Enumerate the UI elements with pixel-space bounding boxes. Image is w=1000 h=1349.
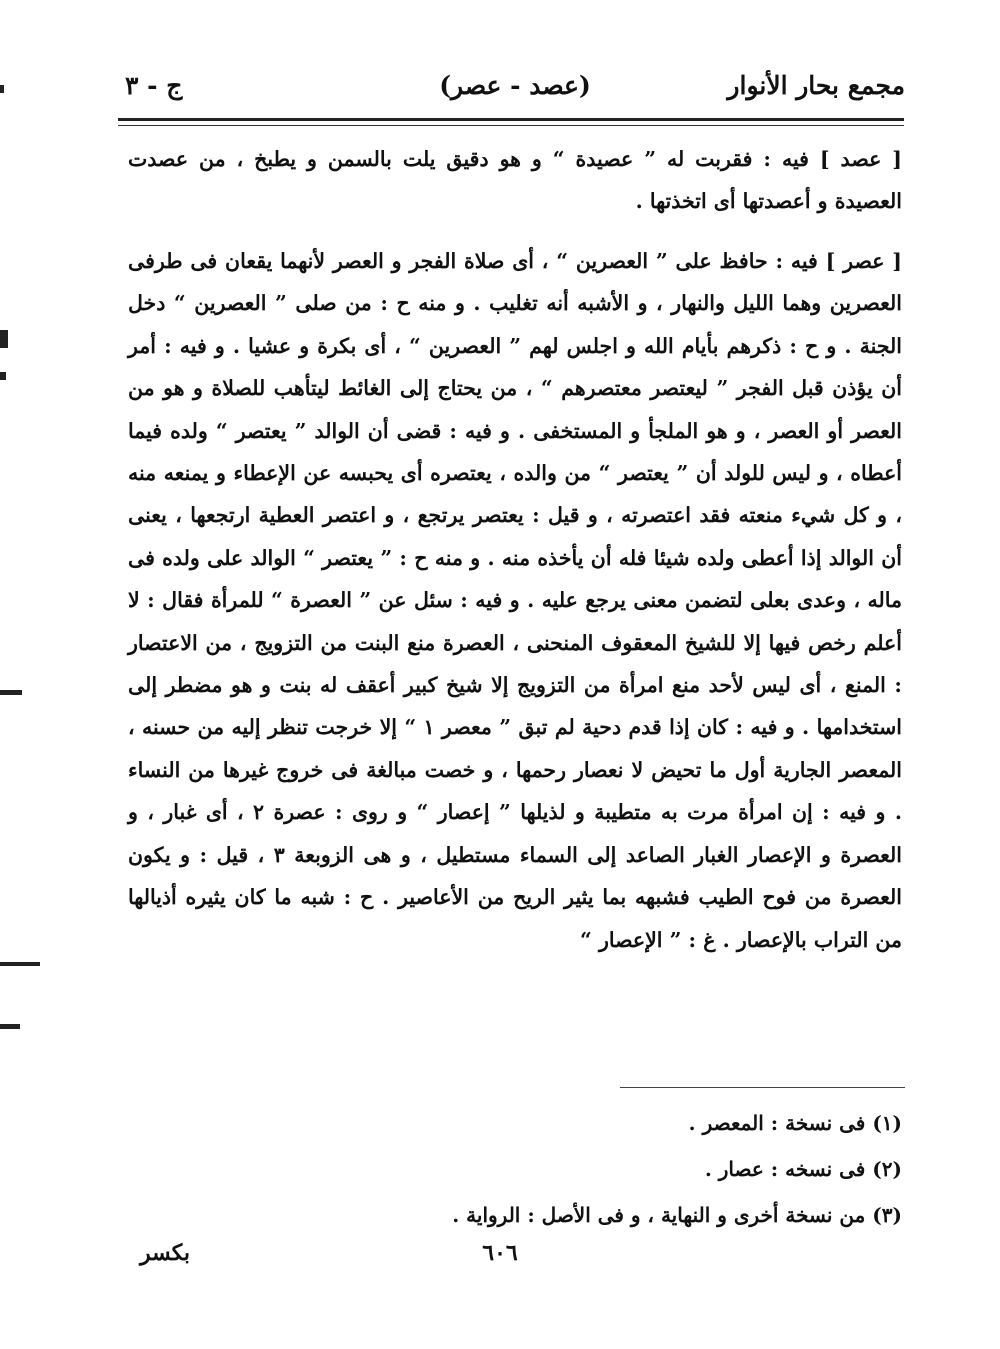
volume-number: ج - ٣ <box>125 71 183 100</box>
scan-mark <box>0 372 6 380</box>
catchword: بكسر <box>140 1240 191 1266</box>
scan-mark <box>0 85 4 93</box>
running-header <box>125 62 905 110</box>
scan-mark <box>0 690 22 695</box>
scan-mark <box>0 1024 20 1029</box>
scan-mark <box>0 962 40 966</box>
book-title: مجمع بحار الأنوار <box>727 71 905 100</box>
entry-asr <box>128 240 902 961</box>
paragraph: [ عصر ] فيه : حافظ على ” العصرين “ ، أى صلاة الفجر و العصر لأنهما يقعان فى طرفى العصرين وهما الليل والنهار ، و الأشبه أنه تغليب . و منه ح : من صلى ” العصرين “ دخل الجنة . و ح : ذكرهم بأيام الله و اجلس لهم ” العصرين “ ، أى بكرة و عشيا . و فيه : أمر أن يؤذن قبل الفجر ” ليعتصر معتصرهم “ ، من يحتاج إلى الغائط ليتأهب للصلاة و هو من العصر أو العصر ، و هو الملجأ و المستخفى . و فيه : قضى أن الوالد ” يعتصر “ ولده فيما أعطاه ، و ليس للولد أن ” يعتصر “ من والده ، يعتصره أى يحبسه عن الإعطاء و يمنعه منه ، و كل شيء منعته فقد اعتصرته ، و قيل : يعتصر يرتجع ، و اعتصر العطية ارتجعها ، يعنى أن الوالد إذا أعطى ولده شيئا فله أن يأخذه منه . و منه ح : ” يعتصر “ الوالد على ولده فى ماله ، وعدى بعلى لتضمن معنى يرجع عليه . و فيه : سئل عن ” العصرة “ للمرأة فقال : لا أعلم رخص فيها إلا للشيخ المعقوف المنحنى ، العصرة منع البنت من التزويج ، من الاعتصار : المنع ، أى ليس لأحد منع امرأة من التزويج إلا شيخ كبير أعقف له بنت و هو مضطر إلى استخدامها . و فيه : كان إذا قدم دحية لم تبق ” معصر ١ “ إلا خرجت تنظر إليه من حسنه ، المعصر الجارية أول ما تحيض لا نعصار رحمها ، و خصت مبالغة فى خروج غيرها من النساء . و فيه : إن امرأة مرت به متطيبة و لذيلها ” إعصار “ و روى : عصرة ٢ ، أى غبار ، و العصرة و الإعصار الغبار الصاعد إلى السماء مستطيل ، و هى الزوبعة ٣ ، قيل : و يكون العصرة من فوح الطيب فشبهه بما يثير الريح من الأعاصير . ح : شبه ما كان يثيره أذيالها من التراب بالإعصار . غ : ” الإعصار “ <box>128 249 903 952</box>
scan-mark <box>0 330 8 348</box>
footnote: (١) فى نسخة : المعصر . <box>688 1111 902 1135</box>
page-number: ٦٠٦ <box>482 1240 518 1266</box>
footnote: (٣) من نسخة أخرى و النهاية ، و فى الأصل : الرواية . <box>452 1203 902 1227</box>
footnote-rule <box>620 1087 905 1088</box>
paragraph: [ عصد ] فيه : فقربت له ” عصيدة “ و هو دقيق يلت بالسمن و يطبخ ، من عصدت العصيدة و أعصدتها أى اتخذتها . <box>128 147 902 214</box>
entry-range: (عصد - عصر) <box>439 71 591 100</box>
footnotes <box>400 1100 902 1238</box>
footnote: (٢) فى نسخه : عصار . <box>704 1157 902 1181</box>
entry-asad <box>128 138 902 223</box>
header-rule-thick <box>118 118 904 121</box>
header-rule-thin <box>118 125 904 126</box>
